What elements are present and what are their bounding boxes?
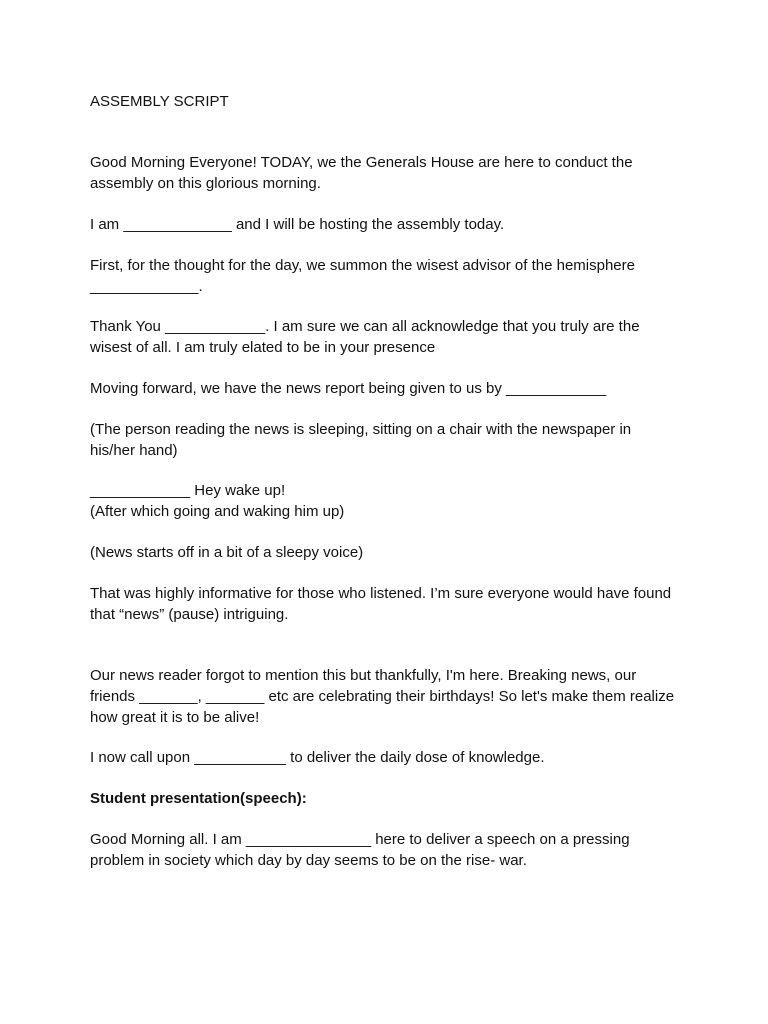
- paragraph-text: friends _______, _______ etc are celebrating their birthdays! So let's make them realize: [90, 688, 675, 705]
- stage-direction: (The person reading the news is sleeping, sitting on a chair with the newspaper in: [90, 421, 632, 438]
- paragraph-text: how great it is to be alive!: [90, 709, 260, 726]
- paragraph-text: I now call upon ___________ to deliver the daily dose of knowledge.: [90, 749, 545, 766]
- paragraph-text: assembly on this glorious morning.: [90, 175, 321, 192]
- paragraph-text: that “news” (pause) intriguing.: [90, 606, 289, 623]
- paragraph-text: I am _____________ and I will be hosting the assembly today.: [90, 216, 505, 233]
- paragraph-text: Good Morning Everyone! TODAY, we the Generals House are here to conduct the: [90, 154, 633, 171]
- paragraph-text: problem in society which day by day seems to be on the rise- war.: [90, 852, 527, 869]
- paragraph-text: wisest of all. I am truly elated to be in your presence: [90, 339, 436, 356]
- document-title: ASSEMBLY SCRIPT: [90, 93, 229, 110]
- paragraph-text: That was highly informative for those who listened. I’m sure everyone would have found: [90, 585, 672, 602]
- stage-direction: (After which going and waking him up): [90, 503, 345, 520]
- section-heading: Student presentation(speech):: [90, 790, 307, 807]
- paragraph-text: Thank You ____________. I am sure we can all acknowledge that you truly are the: [90, 318, 640, 335]
- stage-direction: his/her hand): [90, 442, 178, 459]
- stage-direction: (News starts off in a bit of a sleepy voice): [90, 544, 364, 561]
- paragraph-text: ____________ Hey wake up!: [90, 482, 286, 499]
- paragraph-text: Our news reader forgot to mention this but thankfully, I'm here. Breaking news, our: [90, 667, 637, 684]
- paragraph-text: _____________.: [90, 278, 203, 295]
- paragraph-text: Moving forward, we have the news report being given to us by ____________: [90, 380, 607, 397]
- paragraph-text: Good Morning all. I am _______________ here to deliver a speech on a pressing: [90, 831, 630, 848]
- paragraph-text: First, for the thought for the day, we summon the wisest advisor of the hemisphere: [90, 257, 635, 274]
